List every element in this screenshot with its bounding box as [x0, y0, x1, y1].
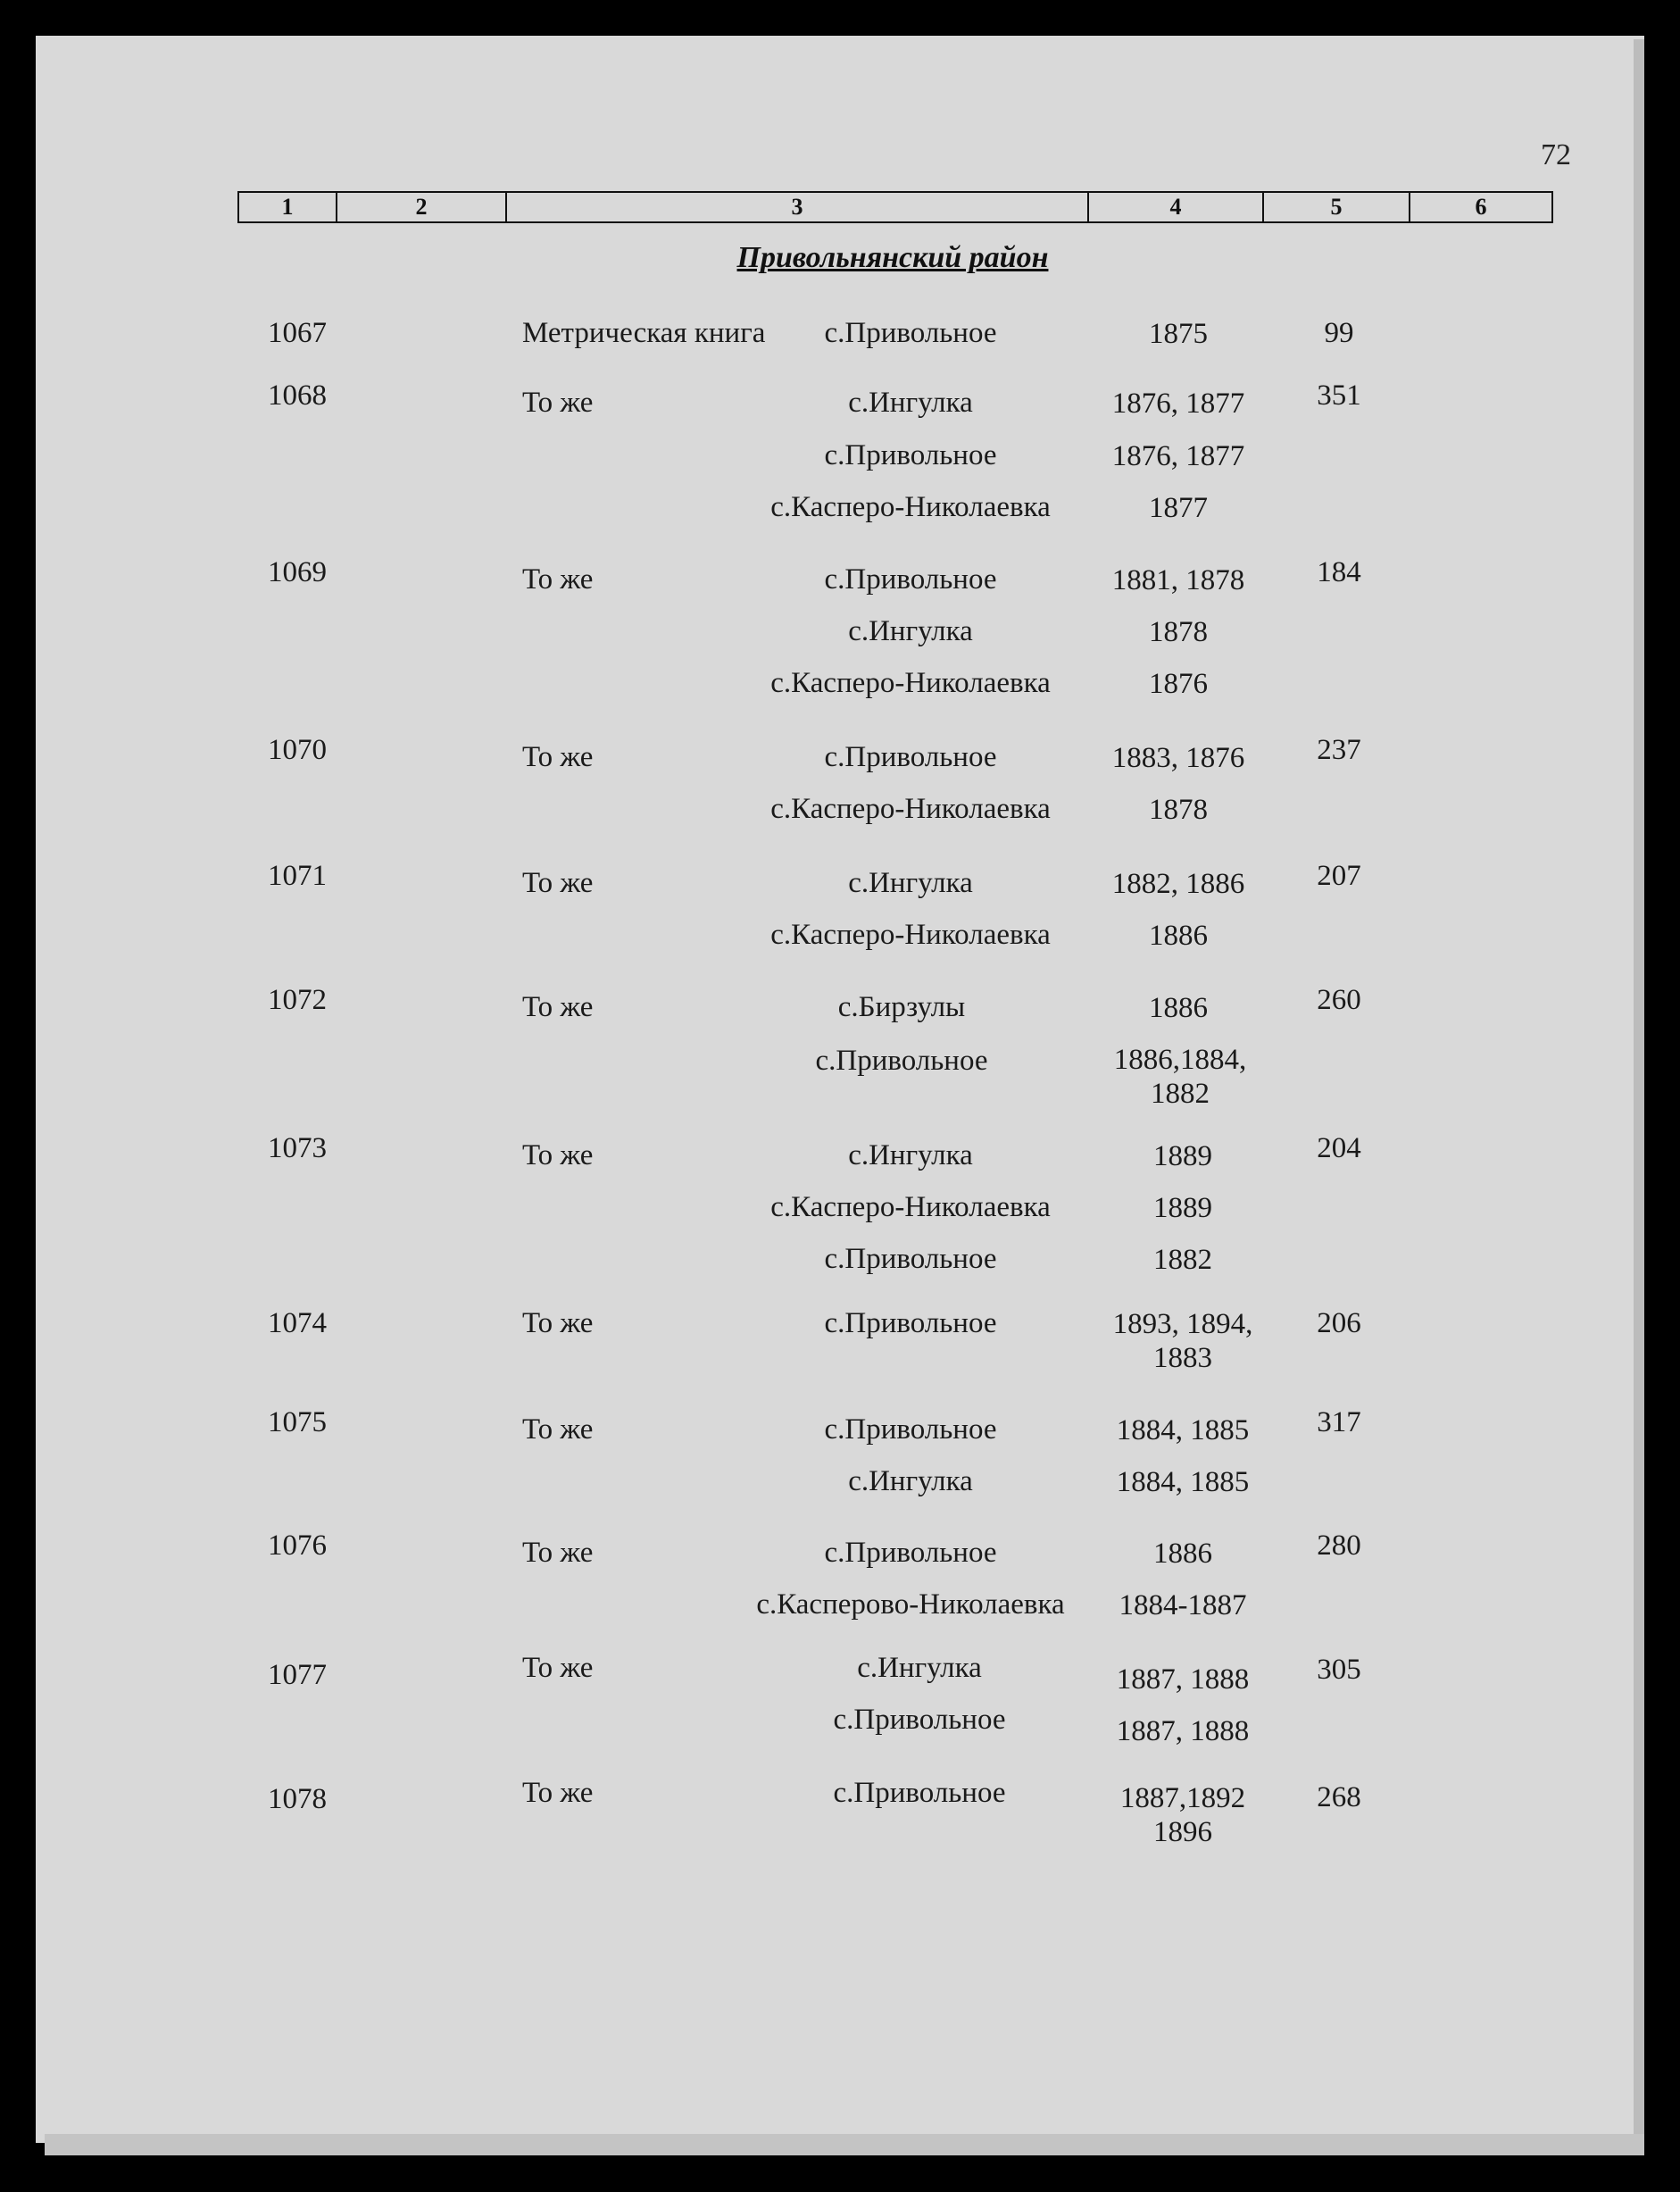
entry-sheet-count: 207: [1317, 860, 1361, 892]
entry-years: 1877: [1149, 492, 1208, 524]
section-title: Привольнянский район: [736, 241, 1049, 274]
entry-place: с.Ингулка: [848, 1139, 973, 1171]
entry-number: 1073: [268, 1132, 327, 1164]
entry-years: 1876, 1877: [1111, 388, 1245, 420]
entry-place: с.Бирзулы: [837, 991, 966, 1023]
entry-place: с.Ингулка: [857, 1652, 982, 1684]
entry-years: 1884, 1885: [1116, 1466, 1250, 1498]
entry-number: 1072: [268, 984, 327, 1016]
entry-place: с.Привольное: [824, 1537, 997, 1569]
entry-document-type: То же: [522, 1777, 594, 1809]
entry-place: с.Привольное: [833, 1777, 1006, 1809]
entry-sheet-count: 351: [1317, 379, 1361, 412]
entry-place: с.Касперо-Николаевка: [770, 667, 1051, 699]
column-header-6: 6: [1475, 194, 1487, 220]
entry-years: 1882, 1886: [1111, 868, 1245, 900]
column-header-5: 5: [1264, 193, 1410, 221]
entry-years: 1878: [1149, 794, 1208, 826]
entry-number: 1076: [268, 1529, 327, 1562]
entry-place: с.Привольное: [824, 439, 997, 471]
entry-place: с.Касперо-Николаевка: [770, 793, 1051, 825]
entry-sheet-count: 99: [1324, 317, 1354, 349]
entry-sheet-count: 204: [1317, 1132, 1361, 1164]
column-header-4: 4: [1089, 193, 1264, 221]
entry-place: с.Привольное: [824, 1243, 997, 1275]
column-header-2: 2: [337, 193, 507, 221]
entry-place: с.Касперо-Николаевка: [770, 919, 1051, 951]
entry-sheet-count: 268: [1317, 1781, 1361, 1813]
entry-number: 1067: [268, 317, 327, 349]
entry-years: 1876: [1149, 668, 1208, 700]
entry-years: 1887, 1888: [1116, 1663, 1250, 1696]
column-header-3: 3: [507, 193, 1089, 221]
entry-place: с.Привольное: [824, 317, 997, 349]
entry-place: с.Ингулка: [848, 1465, 973, 1497]
entry-document-type: То же: [522, 1652, 594, 1684]
entry-place: с.Ингулка: [848, 615, 973, 647]
entry-number: 1075: [268, 1406, 327, 1438]
entry-place: с.Привольное: [833, 1704, 1006, 1736]
entry-number: 1069: [268, 556, 327, 588]
entry-place: с.Привольное: [824, 1307, 997, 1339]
entry-place: с.Касперо-Николаевка: [770, 1191, 1051, 1223]
entry-number: 1070: [268, 734, 327, 766]
entry-years: 1886: [1149, 992, 1208, 1024]
entry-place: с.Касперово-Николаевка: [756, 1588, 1065, 1621]
entry-place: с.Ингулка: [848, 867, 973, 899]
entry-place: с.Ингулка: [848, 387, 973, 419]
entry-sheet-count: 237: [1317, 734, 1361, 766]
entry-years: 1886: [1149, 920, 1208, 952]
entry-years: 1878: [1149, 616, 1208, 648]
entry-years: 1875: [1149, 318, 1208, 350]
entry-document-type: То же: [522, 1413, 594, 1446]
entry-document-type: То же: [522, 1139, 594, 1171]
entry-number: 1074: [268, 1307, 327, 1339]
entry-years: 1881, 1878: [1111, 564, 1245, 596]
entry-years: 1882: [1153, 1244, 1212, 1276]
entry-number: 1077: [268, 1659, 327, 1691]
entry-sheet-count: 184: [1317, 556, 1361, 588]
entry-document-type: То же: [522, 991, 594, 1023]
entry-years: 1886,1884, 1882: [1113, 1044, 1247, 1110]
entry-document-type: То же: [522, 867, 594, 899]
entry-sheet-count: 305: [1317, 1654, 1361, 1686]
page-number: 72: [1541, 138, 1571, 171]
entry-years: 1889: [1153, 1140, 1212, 1172]
entry-years: 1886: [1153, 1538, 1212, 1570]
entry-years: 1884-1887: [1119, 1589, 1247, 1621]
entry-document-type: То же: [522, 1307, 594, 1339]
entry-document-type: Метрическая книга: [522, 317, 766, 349]
entry-document-type: То же: [522, 387, 594, 419]
entry-place: с.Привольное: [815, 1045, 988, 1077]
entry-years: 1887, 1888: [1116, 1715, 1250, 1747]
entry-sheet-count: 317: [1317, 1406, 1361, 1438]
column-header-1: 1: [239, 193, 337, 221]
entry-years: 1883, 1876: [1111, 742, 1245, 774]
entry-years: 1884, 1885: [1116, 1414, 1250, 1446]
entry-document-type: То же: [522, 741, 594, 773]
entry-document-type: То же: [522, 563, 594, 596]
entry-place: с.Привольное: [824, 563, 997, 596]
entry-sheet-count: 260: [1317, 984, 1361, 1016]
entry-years: 1889: [1153, 1192, 1212, 1224]
entry-place: с.Привольное: [824, 1413, 997, 1446]
entry-document-type: То же: [522, 1537, 594, 1569]
entry-years: 1893, 1894, 1883: [1112, 1308, 1253, 1374]
entry-number: 1071: [268, 860, 327, 892]
entry-place: с.Касперо-Николаевка: [770, 491, 1051, 523]
entry-years: 1887,1892 1896: [1119, 1782, 1246, 1848]
entry-years: 1876, 1877: [1111, 440, 1245, 472]
entry-sheet-count: 206: [1317, 1307, 1361, 1339]
entry-place: с.Привольное: [824, 741, 997, 773]
entry-number: 1068: [268, 379, 327, 412]
entry-sheet-count: 280: [1317, 1529, 1361, 1562]
entry-number: 1078: [268, 1783, 327, 1815]
